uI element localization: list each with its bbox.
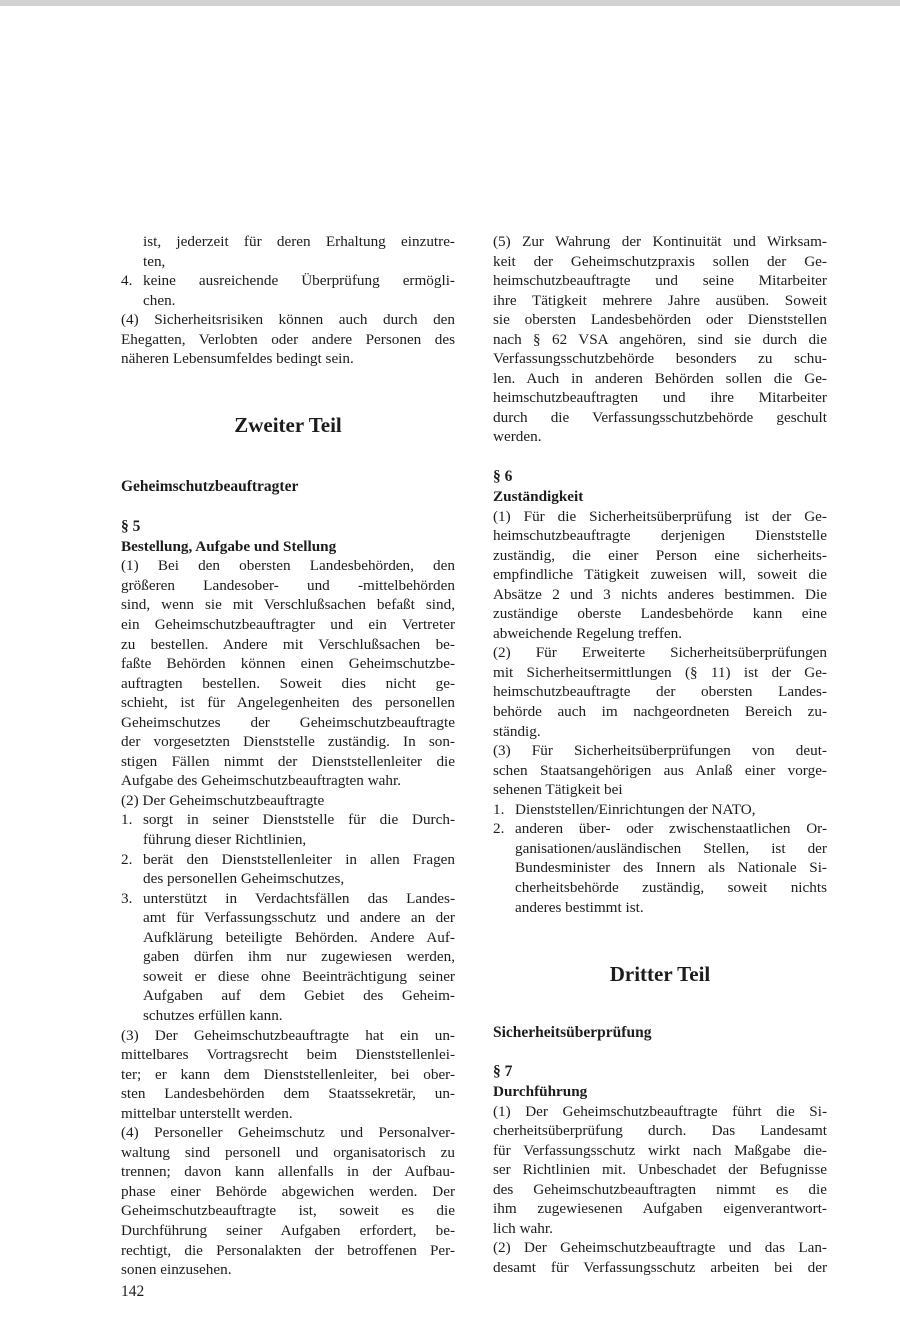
- text-line: ter; er kann dem Dienststellenleiter, bei ober-: [121, 1065, 455, 1083]
- list-number: 1.: [493, 800, 505, 818]
- text-line: sehenen Tätigkeit bei: [493, 781, 623, 799]
- text-line: anderes bestimmt ist.: [515, 898, 644, 916]
- paragraph-s5-5: [493, 232, 827, 447]
- text-line: behörde auch im nachgeordneten Bereich zu-: [493, 703, 827, 721]
- text-line: sten Landesbehörden dem Staatssekretär, un-: [121, 1085, 455, 1103]
- text-line: phase einer Behörde abgewichen werden. Der: [121, 1182, 455, 1200]
- text-line: (4) Sicherheitsrisiken können auch durch den: [121, 311, 455, 329]
- text-line: ständig.: [493, 722, 541, 740]
- list-number: 1.: [121, 811, 133, 829]
- list-number: 3.: [121, 889, 133, 907]
- text-line: führung dieser Richtlinien,: [143, 831, 307, 849]
- text-line: ihre Tätigkeit mehrere Jahre ausüben. Soweit: [493, 291, 827, 309]
- text-line: auftragten bestellen. Soweit dies nicht ge-: [121, 674, 455, 692]
- text-line: keit der Geheimschutzpraxis sollen der Ge-: [493, 252, 827, 270]
- part-title: Dritter Teil: [609, 962, 711, 987]
- left-column: [121, 232, 455, 1280]
- text-line: heimschutzbeauftragte der obersten Landes-: [493, 683, 827, 701]
- text-line: schen Staatsangehörigen aus Anlaß einer vorge-: [493, 761, 827, 779]
- text-line: (2) Für Erweiterte Sicherheitsüberprüfungen: [493, 644, 827, 662]
- text-line: ten,: [143, 252, 166, 270]
- text-line: lich wahr.: [493, 1219, 553, 1237]
- text-line: ihm zugewiesenen Aufgaben eigenverantwort-: [493, 1200, 827, 1218]
- paragraph-s6-1: [493, 507, 827, 644]
- text-line: waltung sind personell und organisatorisch zu: [121, 1143, 455, 1161]
- section-heading: Sicherheitsüberprüfung: [493, 1024, 652, 1042]
- text-line: für Verfassungsschutz wirkt nach Maßgabe die-: [493, 1141, 827, 1159]
- scan-top-edge: [0, 0, 900, 6]
- list-item: [121, 810, 455, 849]
- paragraph-s5-2: [121, 791, 455, 1026]
- text-line: sorgt in seiner Dienststelle für die Durch-: [143, 811, 455, 829]
- text-line: chen.: [143, 291, 176, 309]
- text-line: Aufgabe des Geheimschutzbeauftragten wahr.: [121, 772, 402, 790]
- text-line: der vorgesetzten Dienststelle zuständig. In son-: [121, 733, 455, 751]
- paragraph-s5-4: [121, 1123, 455, 1279]
- text-line: stigen Fällen nimmt der Dienststellenleiter die: [121, 752, 455, 770]
- text-line: (2) Der Geheimschutzbeauftragte und das Lan-: [493, 1239, 827, 1257]
- page-number: 142: [121, 1283, 145, 1300]
- text-line: (3) Für Sicherheitsüberprüfungen von deut-: [493, 742, 827, 760]
- text-line: ser Richtlinien mit. Unbeschadet der Befugnisse: [493, 1161, 827, 1179]
- list-item: [493, 800, 827, 820]
- paragraph-s5-3: [121, 1026, 455, 1124]
- intro-continuation: [121, 232, 455, 271]
- text-line: keine ausreichende Überprüfung ermögli-: [143, 272, 455, 290]
- text-line: cherheitsüberprüfung durch. Das Landesamt: [493, 1122, 827, 1140]
- text-line: len. Auch in anderen Behörden sollen die Ge-: [493, 369, 827, 387]
- text-line: (1) Für die Sicherheitsüberprüfung ist der Ge-: [493, 507, 827, 525]
- text-line: heimschutzbeauftragten und ihre Mitarbeiter: [493, 389, 827, 407]
- text-line: Aufklärung beteiligte Behörden. Andere Auf-: [143, 928, 455, 946]
- text-line: näheren Lebensumfeldes bedingt sein.: [121, 350, 354, 368]
- section-symbol: § 5: [121, 517, 141, 535]
- paragraph-s5-1: [121, 556, 455, 791]
- list-number: 4.: [121, 272, 133, 290]
- text-line: soweit er diese ohne Beeinträchtigung seiner: [143, 967, 455, 985]
- part-title: Zweiter Teil: [234, 412, 342, 437]
- section-title: Zuständigkeit: [493, 488, 584, 506]
- section-symbol: § 7: [493, 1063, 513, 1081]
- text-line: des Geheimschutzbeauftragten nimmt es die: [493, 1180, 827, 1198]
- text-line: empfindliche Tätigkeit zuweisen will, soweit die: [493, 566, 827, 584]
- text-line: zuständig, die einer Person eine sicherheits-: [493, 546, 827, 564]
- list-number: 2.: [493, 820, 505, 838]
- text-line: cherheitsbehörde zuständig, soweit nichts: [515, 878, 827, 896]
- paragraph-s7-2: [493, 1238, 827, 1277]
- text-line: mit Sicherheitsermittlungen (§ 11) ist der Ge-: [493, 663, 827, 681]
- text-line: schutzes erfüllen kann.: [143, 1006, 283, 1024]
- text-line: sind, wenn sie mit Verschlußsachen befaßt sind,: [121, 596, 455, 614]
- text-line: schieht, ist für Angelegenheiten des personellen: [121, 694, 455, 712]
- text-line: Ehegatten, Verlobten oder andere Personen des: [121, 330, 455, 348]
- text-line: Absätze 2 und 3 nichts anderes bestimmen. Die: [493, 585, 827, 603]
- right-column: [493, 232, 827, 1278]
- list-item: [121, 850, 455, 889]
- text-line: des personellen Geheimschutzes,: [143, 870, 345, 888]
- text-line: mittelbares Vortragsrecht beim Dienststellenlei-: [121, 1046, 455, 1064]
- text-line: heimschutzbeauftragte derjenigen Dienststelle: [493, 527, 827, 545]
- text-line: ein Geheimschutzbeauftragter und ein Vertreter: [121, 616, 455, 634]
- text-line: werden.: [493, 428, 542, 446]
- text-line: mittelbar unterstellt werden.: [121, 1104, 293, 1122]
- text-line: heimschutzbeauftragte und seine Mitarbeiter: [493, 272, 827, 290]
- text-line: berät den Dienststellenleiter in allen Fragen: [143, 850, 455, 868]
- text-line: amt für Verfassungsschutz und andere an der: [143, 909, 455, 927]
- text-line: desamt für Verfassungsschutz arbeiten bei der: [493, 1258, 827, 1276]
- text-line: faßte Behörden können einen Geheimschutzbe-: [121, 655, 455, 673]
- section-title: Bestellung, Aufgabe und Stellung: [121, 537, 337, 555]
- text-line: (1) Der Geheimschutzbeauftragte führt die Si-: [493, 1102, 827, 1120]
- list-item: [121, 889, 455, 1026]
- paragraph-s6-2: [493, 643, 827, 741]
- text-line: anderen über- oder zwischenstaatlichen Or-: [515, 820, 827, 838]
- list-item-4: [121, 271, 455, 310]
- text-line: ganisationen/ausländischen Stellen, ist der: [515, 839, 827, 857]
- section-heading: Geheimschutzbeauftragter: [121, 477, 299, 495]
- text-line: rechtigt, die Personalakten der betroffenen Per-: [121, 1241, 455, 1259]
- text-line: sie obersten Landesbehörden oder Dienststellen: [493, 311, 827, 329]
- list-item: [493, 819, 827, 917]
- list-number: 2.: [121, 850, 133, 868]
- text-line: (2) Der Geheimschutzbeauftragte: [121, 791, 325, 809]
- text-line: größeren Landesober- und -mittelbehörden: [121, 576, 455, 594]
- text-line: (4) Personeller Geheimschutz und Personalver-: [121, 1124, 455, 1142]
- text-line: Geheimschutzes der Geheimschutzbeauftragte: [121, 713, 455, 731]
- text-line: Geheimschutzbeauftragte ist, soweit es die: [121, 1202, 455, 1220]
- text-line: trennen; davon kann allenfalls in der Aufbau-: [121, 1163, 455, 1181]
- text-line: Verfassungsschutzbehörde besonders zu schu-: [493, 350, 827, 368]
- text-line: Durchführung seiner Aufgaben erfordert, be-: [121, 1221, 455, 1239]
- paragraph-s6-3: [493, 741, 827, 917]
- text-line: sonen einzusehen.: [121, 1261, 232, 1279]
- text-line: Bundesminister des Innern als Nationale Si-: [515, 859, 827, 877]
- section-title: Durchführung: [493, 1083, 588, 1101]
- text-line: unterstützt in Verdachtsfällen das Landes-: [143, 889, 455, 907]
- text-line: nach § 62 VSA angehören, sind sie durch die: [493, 330, 827, 348]
- text-line: (3) Der Geheimschutzbeauftragte hat ein un-: [121, 1026, 455, 1044]
- text-line: zu bestellen. Andere mit Verschlußsachen be-: [121, 635, 455, 653]
- text-line: Aufgaben auf dem Gebiet des Geheim-: [143, 987, 455, 1005]
- text-line: (1) Bei den obersten Landesbehörden, den: [121, 557, 455, 575]
- text-line: Dienststellen/Einrichtungen der NATO,: [515, 800, 756, 818]
- text-line: zuständige oberste Landesbehörde kann eine: [493, 605, 827, 623]
- text-line: abweichende Regelung treffen.: [493, 624, 683, 642]
- text-line: gaben dürfen ihm nur zugewiesen werden,: [143, 948, 455, 966]
- paragraph-s7-1: [493, 1102, 827, 1239]
- text-line: durch die Verfassungsschutzbehörde geschult: [493, 408, 827, 426]
- text-line: ist, jederzeit für deren Erhaltung einzutre-: [143, 233, 455, 250]
- text-line: (5) Zur Wahrung der Kontinuität und Wirksam-: [493, 233, 827, 250]
- paragraph-4: [121, 310, 455, 369]
- section-symbol: § 6: [493, 468, 513, 486]
